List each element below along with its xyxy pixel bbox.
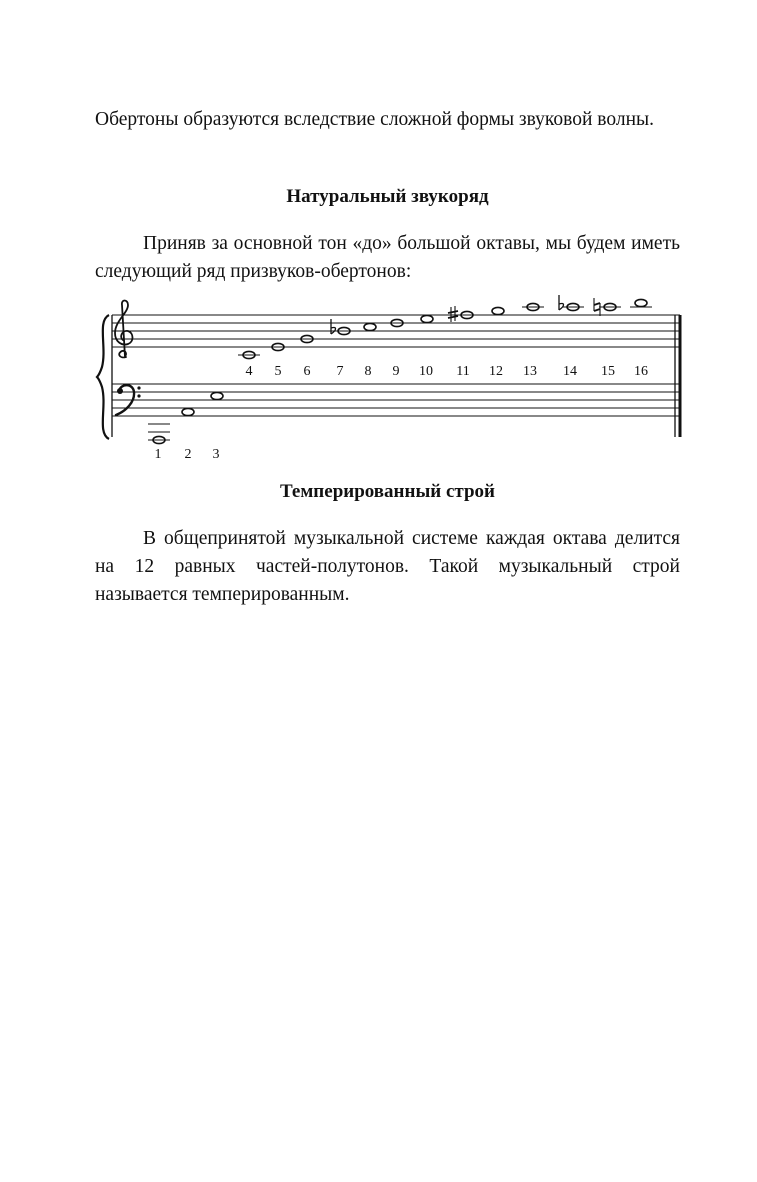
harmonic-number: 3 bbox=[212, 447, 220, 462]
note-16 bbox=[635, 299, 647, 306]
natural-series-heading: Натуральный звукоряд bbox=[286, 186, 489, 207]
harmonic-number: 15 bbox=[601, 364, 615, 379]
note-3 bbox=[211, 392, 223, 399]
harmonic-number: 16 bbox=[634, 364, 648, 379]
note-12 bbox=[492, 307, 504, 314]
harmonic-number: 6 bbox=[303, 364, 311, 379]
note-2 bbox=[182, 408, 194, 415]
harmonic-number: 8 bbox=[364, 364, 372, 379]
natural-series-paragraph: Приняв за основной тон «до» большой октавы, мы будем иметь следующий ряд призвуков-обертонов: bbox=[95, 233, 680, 282]
flat-icon bbox=[331, 319, 336, 334]
treble-notes bbox=[238, 299, 652, 358]
harmonic-number: 10 bbox=[419, 364, 433, 379]
harmonic-series-score bbox=[95, 295, 685, 470]
harmonic-number: 11 bbox=[456, 364, 470, 379]
harmonic-number: 7 bbox=[336, 364, 344, 379]
harmonic-number: 1 bbox=[154, 447, 162, 462]
note-10 bbox=[421, 315, 433, 322]
intro-paragraph: Обертоны образуются вследствие сложной формы звуковой волны. bbox=[95, 109, 655, 130]
harmonic-number: 12 bbox=[489, 364, 503, 379]
tempered-tuning-heading: Темперированный строй bbox=[279, 481, 495, 502]
flat-icon bbox=[559, 295, 564, 310]
harmonic-number: 14 bbox=[563, 364, 577, 379]
bass-staff bbox=[112, 384, 680, 416]
harmonic-number: 5 bbox=[274, 364, 282, 379]
grand-staff-brace bbox=[97, 315, 109, 439]
sharp-icon bbox=[448, 306, 458, 322]
harmonic-number: 2 bbox=[184, 447, 192, 462]
tempered-tuning-paragraph: В общепринятой музыкальной системе каждая октава делится на 12 равных частей-полутонов. Такой музыкальный строй называется темперированным. bbox=[95, 528, 680, 605]
harmonic-number: 4 bbox=[245, 364, 253, 379]
treble-clef-icon bbox=[115, 301, 133, 358]
harmonic-number: 13 bbox=[523, 364, 537, 379]
note-8 bbox=[364, 323, 376, 330]
harmonic-number: 9 bbox=[392, 364, 400, 379]
